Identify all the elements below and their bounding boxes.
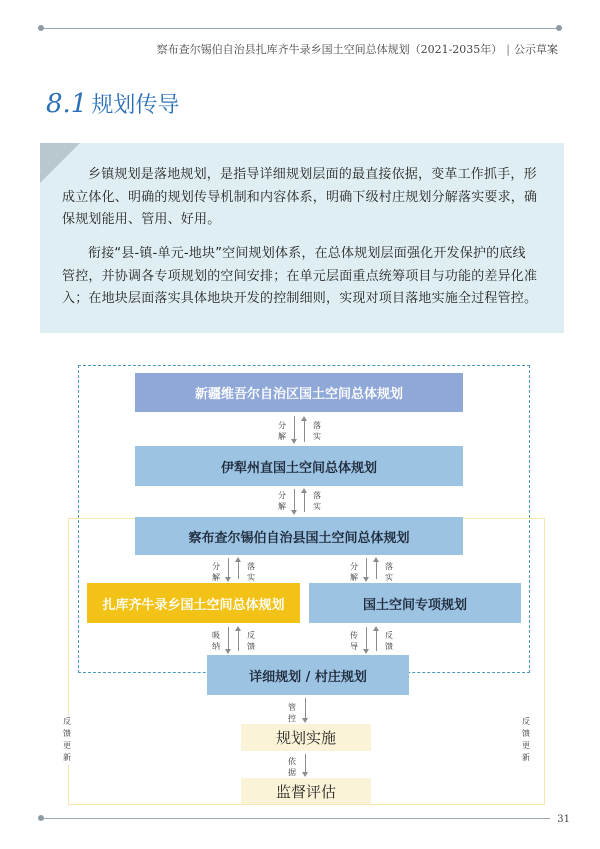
- arrow-decompose: [366, 558, 367, 578]
- section-number: 8.1: [46, 89, 88, 119]
- label-implement: 落实: [313, 491, 321, 511]
- arrow-implement: [304, 492, 305, 512]
- label-control: 管控: [288, 703, 296, 723]
- summary-paragraph-2: [62, 243, 537, 311]
- box-supervision: 监督评估: [241, 778, 371, 804]
- label-transmit: 传导: [350, 631, 358, 651]
- summary-line: 管控，并协调各专项规划的空间安排；在单元层面重点统筹项目与功能的差异化准: [62, 268, 538, 284]
- box-zhakuqi-plan: 扎库齐牛录乡国土空间总体规划: [87, 583, 300, 623]
- section-heading: [46, 88, 179, 119]
- label-decompose: 分解: [350, 562, 358, 582]
- label-decompose: 分解: [278, 421, 286, 441]
- header-rule-dot-left: [38, 25, 44, 31]
- arrow-decompose: [294, 416, 295, 440]
- arrow-implement: [238, 561, 239, 579]
- box-chabuchaer-plan: 察布查尔锡伯自治县国土空间总体规划: [135, 517, 463, 555]
- label-feedback: 反馈: [247, 631, 255, 651]
- box-implementation: 规划实施: [241, 724, 371, 751]
- arrow-control: [305, 698, 306, 719]
- arrow-feedback: [238, 630, 239, 651]
- page-number: 31: [557, 814, 570, 825]
- running-header: [157, 41, 558, 57]
- label-basis: 依据: [288, 757, 296, 777]
- arrow-decompose: [294, 489, 295, 511]
- box-xinjiang-plan: 新疆维吾尔自治区国土空间总体规划: [135, 373, 463, 412]
- document-status: 公示草案: [514, 43, 558, 56]
- label-feedback: 反馈: [385, 631, 393, 651]
- arrow-absorb: [228, 627, 229, 650]
- box-detailed-village-plan: 详细规划 / 村庄规划: [207, 655, 409, 695]
- summary-line: 入；在地块层面落实具体地块开发的控制细则，实现对项目落地实施全过程管控。: [62, 291, 538, 306]
- box-special-plan: 国土空间专项规划: [309, 583, 521, 623]
- label-implement: 落实: [247, 562, 255, 582]
- section-title: 规划传导: [91, 93, 180, 118]
- label-decompose: 分解: [212, 562, 220, 582]
- label-feedback-update-left: 反馈更新: [63, 717, 71, 762]
- header-rule: [40, 28, 560, 29]
- label-feedback-update-right: 反馈更新: [522, 717, 530, 762]
- summary-line: 保规划能用、管用、好用。: [62, 212, 221, 227]
- arrow-transmit: [366, 627, 367, 650]
- document-title: 察布查尔锡伯自治县扎库齐牛录乡国土空间总体规划（2021-2035年）: [156, 43, 503, 56]
- label-absorb: 吸纳: [212, 631, 220, 651]
- box-yili-plan: 伊犁州直国土空间总体规划: [135, 446, 463, 486]
- arrow-decompose: [228, 558, 229, 578]
- header-rule-dot-right: [556, 25, 562, 31]
- arrow-basis: [305, 754, 306, 773]
- footer-rule: [40, 818, 550, 819]
- arrow-implement: [376, 561, 377, 579]
- summary-paragraph-1: [62, 164, 537, 232]
- footer-rule-dot: [38, 815, 44, 821]
- label-implement: 落实: [385, 562, 393, 582]
- header-separator: |: [506, 43, 510, 56]
- arrow-feedback: [376, 630, 377, 651]
- label-decompose: 分解: [278, 491, 286, 511]
- arrow-implement: [304, 420, 305, 442]
- summary-line: 衔接“县-镇-单元-地块”空间规划体系，在总体规划层面强化开发保护的底线: [88, 246, 526, 261]
- summary-line: 乡镇规划是落地规划，是指导详细规划层面的最直接依据，变革工作抓手，形: [88, 167, 537, 182]
- summary-line: 成立体化、明确的规划传导机制和内容体系，明确下级村庄规划分解落实要求，确: [62, 189, 538, 205]
- label-implement: 落实: [313, 421, 321, 441]
